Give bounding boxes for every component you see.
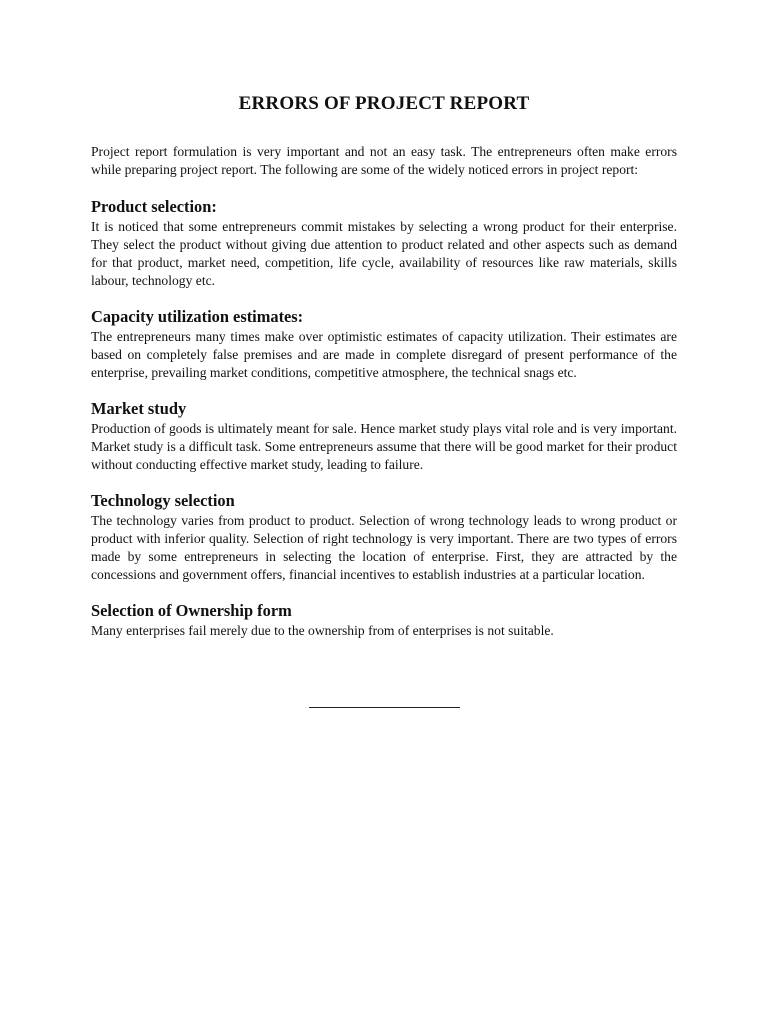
section-heading: Market study [91,398,187,418]
section-product-selection [91,197,677,291]
section-technology-selection [91,491,677,585]
section-heading: Capacity utilization estimates: [91,306,304,326]
section-heading: Product selection: [91,196,217,216]
section-heading: Technology selection [91,490,235,510]
section-body: It is noticed that some entrepreneurs commit mistakes by selecting a wrong product for their enterprise. They select the product without giving due attention to product related and other aspects such as demand for that product, market need, competition, life cycle, availability of resources like raw materials, skills labour, technology etc. [91,218,677,289]
section-ownership-form [91,601,677,640]
section-body: The technology varies from product to product. Selection of wrong technology leads to wrong product or product with inferior quality. Selection of right technology is very important. There are two types of errors made by some entrepreneurs in selecting the location of enterprise. First, they are attracted by the concessions and government offers, financial incentives to establish industries at a particular location. [91,512,677,583]
section-body: Many enterprises fail merely due to the ownership from of enterprises is not suitable. [91,622,554,638]
intro-paragraph: Project report formulation is very important and not an easy task. The entrepreneurs often make errors while preparing project report. The following are some of the widely noticed errors in project report: [91,144,677,178]
section-capacity-utilization [91,307,677,383]
section-heading: Selection of Ownership form [91,600,292,620]
end-divider-line [309,707,460,708]
section-body: The entrepreneurs many times make over optimistic estimates of capacity utilization. Their estimates are based on completely false premises and are made in complete disregard of present performance of the enterprise, prevailing market conditions, competitive atmosphere, the technical snags etc. [91,328,677,381]
section-market-study [91,399,677,475]
section-body: Production of goods is ultimately meant for sale. Hence market study plays vital role and is very important. Market study is a difficult task. Some entrepreneurs assume that there will be good market for their product without conducting effective market study, leading to failure. [91,420,677,473]
document-page [91,92,677,656]
page-title: ERRORS OF PROJECT REPORT [238,93,530,114]
